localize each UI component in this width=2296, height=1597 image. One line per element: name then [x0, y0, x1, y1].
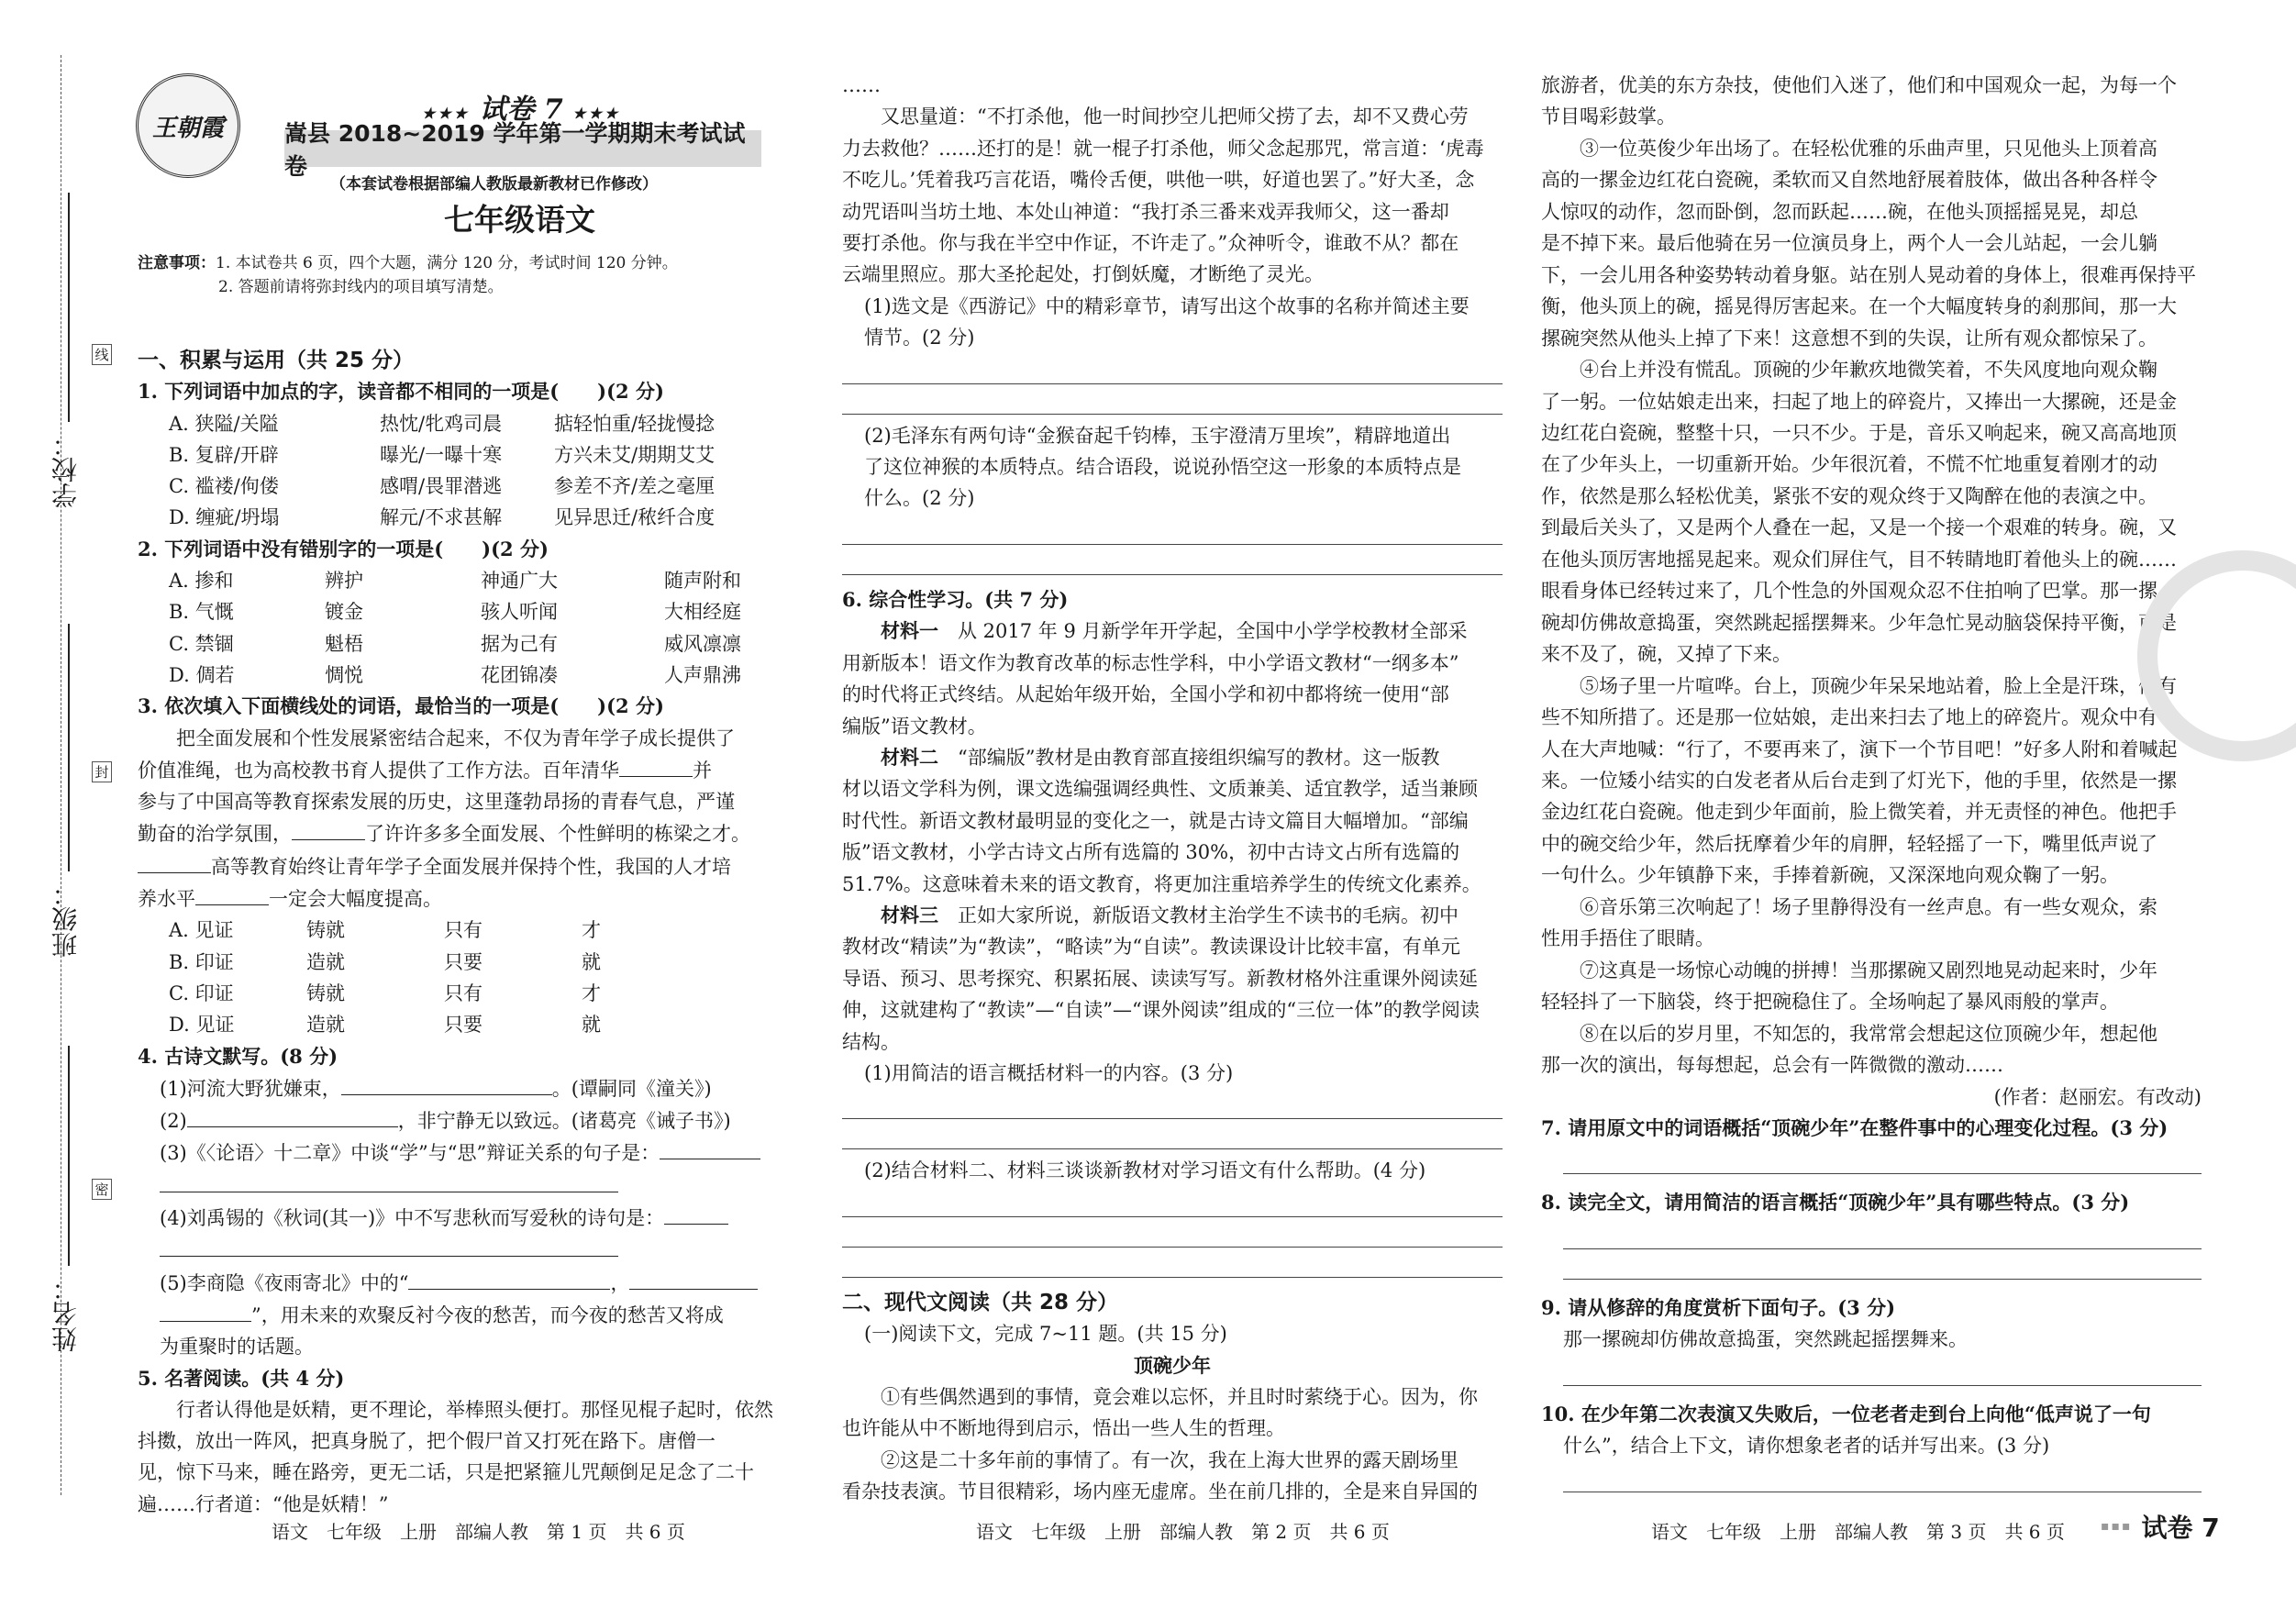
q4-blank-4b[interactable]: [160, 1234, 618, 1257]
section-heading: 一、积累与运用（共 25 分）: [138, 349, 415, 372]
q3-blank-2[interactable]: [292, 817, 365, 840]
notice: 注意事项：1. 本试卷共 6 页，四个大题，满分 120 分，考试时间 120 分钟。 2. 答题前请将弥封线内的项目填写清楚。: [138, 254, 678, 296]
answer-line[interactable]: [1563, 1462, 2202, 1492]
column-1: [138, 251, 798, 299]
paragraph-8: ⑧在以后的岁月里，不知怎的，我常常会想起这位顶碗少年，想起他 那一次的演出，每每想起，总会有一阵微微的激动……: [1541, 1022, 2157, 1077]
q2-options: A. 掺和 辨护 神通广大 随声附和 B. 气慨 镀金 骇人听闻 大相经庭 C. 禁锢 魁梧 据为己有 威风凛凛 D. 倜若 惆悦 花团锦凑 人声鼎沸: [169, 570, 741, 686]
q6-sub2: (2)结合材料二、材料三谈谈新教材对学习语文有什么帮助。(4 分): [864, 1159, 1426, 1182]
q4-blank-3b[interactable]: [160, 1170, 618, 1192]
q3-blank-4[interactable]: [195, 882, 269, 905]
question-1: 1. 下列词语中加点的字，读音都不相同的一项是( )(2 分): [138, 380, 664, 404]
seal-mark-seal: 封: [92, 761, 112, 782]
page-footer-1: 语文 七年级 上册 部编人教 第 1 页 共 6 页: [272, 1521, 685, 1543]
exam-title: 嵩县 2018~2019 学年第一学期期末考试试卷: [284, 130, 761, 167]
q3-options: A. 见证 铸就 只有 才 B. 印证 造就 只要 就 C. 印证 铸就 只有 才 D. 见证 造就 只要 就: [169, 919, 601, 1037]
publisher-logo: 王朝霞: [136, 73, 240, 178]
author-note: (作者：赵丽宏。有改动): [1993, 1085, 2202, 1108]
question-3: 3. 依次填入下面横线处的词语，最恰当的一项是( )(2 分): [138, 694, 664, 718]
answer-line[interactable]: [1563, 1219, 2202, 1249]
question-9: 9. 请从修辞的角度赏析下面句子。(3 分): [1541, 1295, 1896, 1319]
q4-blank-5b[interactable]: [629, 1267, 758, 1290]
page-footer-3: 语文 七年级 上册 部编人教 第 3 页 共 6 页: [1651, 1521, 2065, 1543]
question-6: 6. 综合性学习。(共 7 分): [842, 587, 1069, 611]
answer-line[interactable]: [842, 1187, 1503, 1217]
q5-sub2: (2)毛泽东有两句诗“金猴奋起千钧棒，玉宇澄清万里埃”，精辟地道出: [864, 424, 1451, 447]
class-field[interactable]: [68, 624, 70, 871]
answer-line[interactable]: [1563, 1356, 2202, 1386]
q3-blank-1[interactable]: [619, 754, 693, 777]
q4-blank-5a[interactable]: [408, 1267, 610, 1290]
q3-blank-3[interactable]: [138, 850, 211, 873]
q4-blank-3a[interactable]: [660, 1137, 760, 1159]
q1-options: A. 狭隘/关隘 热忱/牝鸡司晨 掂轻怕重/轻拢慢捻 B. 复辟/开辟 曝光/一曝十寒 方兴未艾/期期艾艾 C. 褴褛/佝偻 感喟/畏罪潜逃 参差不齐/差之毫厘 D. 缠疵/坍塌 解元/不求甚解 见异思迁/秾纤合度: [169, 412, 715, 529]
question-8: 8. 读完全文，请用简洁的语言概括“顶碗少年”具有哪些特点。(3 分): [1541, 1191, 2130, 1214]
q4-blank-1[interactable]: [341, 1072, 552, 1095]
answer-line[interactable]: [842, 515, 1503, 545]
answer-line[interactable]: [842, 354, 1503, 384]
column-1-body: 一、积累与运用（共 25 分） 1. 下列词语中加点的字，读音都不相同的一项是( )(2 分) A. 狭隘/关隘 热忱/牝鸡司晨 掂轻怕重/轻拢慢捻 B. 复辟/开辟 曝光/一曝十寒 方兴未艾/期期艾艾 C. 褴褛/佝偻 感喟/畏罪潜逃 参差不齐/差之毫厘 D. 缠疵/坍塌 解元/不求甚解 见异思迁/秾纤合度 2. 下列词语中没有错别字的一项是( )(2 分) A. 掺和 辨护 神通广大 随声附和 B. 气慨 镀金 骇人听闻 大相经庭 C. 禁锢 魁梧 据为己有 威风凛凛 D. 倜若 惆悦 花团锦凑 人声鼎沸 3. 依次填入下面横线处的词语，最恰当的一项是( )(2 分) 把全面发展和个性发展紧密结合起来，不仅为青年学子成长提供了 价值准绳，也为高校教书育人提供了工作方法。百年清华 并 参与了中国高等教育探索发展的历史，这里蓬勃昂扬的青春气息，严谨 勤奋的治学氛围， 了许许多多全面发展、个性鲜明的栋梁之才。 高等教育始终让青年学子全面发展并保持个性，我国的人才培 养水平 一定会大幅度提高。 A. 见证 铸就 只有 才 B. 印证 造就 只要 就 C. 印证 铸就 只有 才 D. 见证 造就 只要 就 4. 古诗文默写。(8 分) (1)河流大野犹嫌束， 。(谭嗣同《潼关》) (2) ，非宁静无以致远。(诸葛亮《诫子书》) (3)《〈论语〉十二章》中谈“学”与“思”辩证关系的句子是： (4)刘禹锡的《秋词(其一)》中不写悲秋而写爱秋的诗句是： (5)李商隐《夜雨寄北》中的“ ， ”，用未来的欢聚反衬今夜的愁苦，而今夜的愁苦又将成 为重聚时的话题。 5. 名著阅读。(共 4 分) 行者认得他是妖精，更不理论，举棒照头便打。那怪见棍子起时，依然 抖擞，放出一阵风，把真身脱了，把个假尸首又打死在路下。唐僧一 见，惊下马来，睡在路旁，更无二话，只是把紧箍儿咒颠倒足足念了二十 遍……行者道：“他是妖精！”: [138, 336, 807, 1520]
class-label: 班级：: [50, 881, 81, 958]
section-heading: 二、现代文阅读（共 28 分）: [842, 1290, 1119, 1314]
question-10: 10. 在少年第二次表演又失败后，一位老者走到台上向他“低声说了一句: [1541, 1402, 2151, 1425]
paragraph-7: ⑦这真是一场惊心动魄的拼搏！当那摞碗又剧烈地晃动起来时，少年 轻轻抖了一下脑袋，终于把碗稳住了。全场响起了暴风雨般的掌声。: [1541, 959, 2157, 1014]
question-5: 5. 名著阅读。(共 4 分): [138, 1366, 345, 1390]
seal-mark-line: 线: [92, 344, 112, 365]
paragraph-3: ③一位英俊少年出场了。在轻松优雅的乐曲声里，只见他头上顶着高 高的一摞金边红花白瓷碗，柔软而又自然地舒展着肢体，做出各种各样令 人惊叹的动作，忽而卧倒，忽而跃起……碗，在他头顶摇摇晃晃，却总 是不掉下来。最后他骑在另一位演员身上，两个人一会儿站起，一会儿躺 下，一会儿用各种姿势转动着身躯。站在别人晃动着的身体上，很难再保持平 衡，他头顶上的碗，摇晃得厉害起来。在一个大幅度转身的刹那间，那一大 摞碗突然从他头上掉了下来！这意想不到的失误，让所有观众都惊呆了。: [1541, 137, 2196, 349]
dot-decor: ▪▪▪: [2101, 1519, 2133, 1534]
answer-line[interactable]: [842, 1119, 1503, 1149]
q6-sub1: (1)用简洁的语言概括材料一的内容。(3 分): [864, 1061, 1234, 1084]
name-label: 姓名：: [50, 1275, 81, 1352]
answer-line[interactable]: [1563, 1144, 2202, 1174]
q5-sub1: (1)选文是《西游记》中的精彩章节，请写出这个故事的名称并简述主要: [864, 294, 1470, 317]
question-7: 7. 请用原文中的词语概括“顶碗少年”在整件事中的心理变化过程。(3 分): [1541, 1115, 2168, 1139]
paragraph-5: ⑤场子里一片喧哗。台上，顶碗少年呆呆地站着，脸上全是汗珠，他有 些不知所措了。还是那一位姑娘，走出来扫去了地上的碎瓷片。观众中有 人在大声地喊：“行了，不要再来了，演下一个节目吧！”好多人附和着喊起 来。一位矮小结实的白发老者从后台走到了灯光下，他的手里，依然是一摞 金边红花白瓷碗。他走到少年面前，脸上微笑着，并无责怪的神色。他把手 中的碗交给少年，然后抚摩着少年的肩胛，轻轻摇了一下，嘴里低声说了 一句什么。少年镇静下来，手捧着新碗，又深深地向观众鞠了一躬。: [1541, 674, 2178, 887]
page-footer-2: 语文 七年级 上册 部编人教 第 2 页 共 6 页: [976, 1521, 1390, 1543]
star-decor-right: ★★★: [572, 105, 621, 122]
answer-line[interactable]: [842, 1248, 1503, 1278]
column-2: …… 又思量道：“不打杀他，他一时间抄空儿把师父捞了去，却不又费心劳 力去救他？……还打的是！就一棍子打杀他，师父念起那咒，常言道：‘虎毒 不吃儿。’凭着我巧言花语，嘴伶舌便，哄他一哄，好道也罢了。”好大圣，念 动咒语叫当坊土地、本处山神道：“我打杀三番来戏弄我师父，这一番却 要打杀他。你与我在半空中作证，不许走了。”众神听令，谁敢不从？都在 云端里照应。那大圣抡起处，打倒妖魔，才断绝了灵光。 (1)选文是《西游记》中的精彩章节，请写出这个故事的名称并简述主要 情节。(2 分) (2)毛泽东有两句诗“金猴奋起千钧棒，玉宇澄清万里埃”，精辟地道出 了这位神猴的本质特点。结合语段，说说孙悟空这一形象的本质特点是 什么。(2 分) 6. 综合性学习。(共 7 分) 材料一 从 2017 年 9 月新学年开学起，全国中小学学校教材全部采 用新版本！语文作为教育改革的标志性学科，中小学语文教材“一纲多本” 的时代将正式终结。从起始年级开始，全国小学和初中都将统一使用“部 编版”语文教材。 材料二 “部编版”教材是由教育部直接组织编写的教材。这一版教 材以语文学科为例，课文选编强调经典性、文质兼美、适宜教学，适当兼顾 时代性。新语文教材最明显的变化之一，就是古诗文篇目大幅增加。“部编 版”语文教材，小学古诗文占所有选篇的 30%，初中古诗文占所有选篇的 51.7%。这意味着未来的语文教育，将更加注重培养学生的传统文化素养。 材料三 正如大家所说，新版语文教材主治学生不读书的毛病。初中 教材改“精读”为“教读”，“略读”为“自读”。教读课设计比较丰富，有单元 导语、预习、思考探究、积累拓展、读读写写。新教材格外注重课外阅读延 伸，这就建构了“教读”—“自读”—“课外阅读”组成的“三位一体”的教学阅读 结构。 (1)用简洁的语言概括材料一的内容。(3 分) (2)结合材料二、材料三谈谈新教材对学习语文有什么帮助。(4 分) 二、现代文阅读（共 28 分） (一)阅读下文，完成 7~11 题。(共 15 分) 顶碗少年 ①有些偶然遇到的事情，竟会难以忘怀，并且时时萦绕于心。因为，你 也许能从中不断地得到启示，悟出一些人生的哲理。 ②这是二十多年前的事情了。有一次，我在上海大世界的露天剧场里 看杂技表演。节目很精彩，场内座无虚席。坐在前几排的，全是来自异国的: [842, 70, 1503, 1508]
story-title: 顶碗少年: [1134, 1354, 1211, 1377]
answer-line[interactable]: [842, 1217, 1503, 1248]
school-label: 学校：: [50, 431, 81, 508]
q4-blank-4a[interactable]: [664, 1202, 728, 1225]
answer-line[interactable]: [842, 384, 1503, 415]
q4-blank-5c[interactable]: [160, 1299, 251, 1322]
seal-mark-secret: 密: [92, 1179, 112, 1200]
star-decor-left: ★★★: [422, 105, 471, 122]
answer-line[interactable]: [842, 545, 1503, 575]
question-2: 2. 下列词语中没有错别字的一项是( )(2 分): [138, 537, 549, 560]
exam-tag: ▪▪▪ 试卷 7: [2101, 1513, 2220, 1543]
name-field[interactable]: [68, 1046, 70, 1266]
q4-blank-2[interactable]: [187, 1104, 398, 1127]
exam-subtitle: （本套试卷根据部编人教版最新教材已作修改）: [330, 175, 658, 194]
column-3: 旅游者，优美的东方杂技，使他们入迷了，他们和中国观众一起，为每一个 节目喝彩鼓掌。 ③一位英俊少年出场了。在轻松优雅的乐曲声里，只见他头上顶着高 高的一摞金边红花白瓷碗，柔软而又自然地舒展着肢体，做出各种各样令 人惊叹的动作，忽而卧倒，忽而跃起……碗，在他头顶摇摇晃晃，却总 是不掉下来。最后他骑在另一位演员身上，两个人一会儿站起，一会儿躺 下，一会儿用各种姿势转动着身躯。站在别人晃动着的身体上，很难再保持平 衡，他头顶上的碗，摇晃得厉害起来。在一个大幅度转身的刹那间，那一大 摞碗突然从他头上掉了下来！这意想不到的失误，让所有观众都惊呆了。 ④台上并没有慌乱。顶碗的少年歉疚地微笑着，不失风度地向观众鞠 了一躬。一位姑娘走出来，扫起了地上的碎瓷片，又捧出一大摞碗，还是金 边红花白瓷碗，整整十只，一只不少。于是，音乐又响起来，碗又高高地顶 在了少年头上，一切重新开始。少年很沉着，不慌不忙地重复着刚才的动 作，依然是那么轻松优美，紧张不安的观众终于又陶醉在他的表演之中。 到最后关头了，又是两个人叠在一起，又是一个接一个艰难的转身。碗，又 在他头顶厉害地摇晃起来。观众们屏住气，目不转睛地盯着他头上的碗…… 眼看身体已经转过来了，几个性急的外国观众忍不住拍响了巴掌。那一摞 碗却仿佛故意捣蛋，突然跳起摇摆舞来。少年急忙晃动脑袋保持平衡，可是 来不及了，碗，又掉了下来。 ⑤场子里一片喧哗。台上，顶碗少年呆呆地站着，脸上全是汗珠，他有 些不知所措了。还是那一位姑娘，走出来扫去了地上的碎瓷片。观众中有 人在大声地喊：“行了，不要再来了，演下一个节目吧！”好多人附和着喊起 来。一位矮小结实的白发老者从后台走到了灯光下，他的手里，依然是一摞 金边红花白瓷碗。他走到少年面前，脸上微笑着，并无责怪的神色。他把手 中的碗交给少年，然后抚摩着少年的肩胛，轻轻摇了一下，嘴里低声说了 一句什么。少年镇静下来，手捧着新碗，又深深地向观众鞠了一躬。 ⑥音乐第三次响起了！场子里静得没有一丝声息。有一些女观众，索 性用手捂住了眼睛。 ⑦这真是一场惊心动魄的拼搏！当那摞碗又剧烈地晃动起来时，少年 轻轻抖了一下脑袋，终于把碗稳住了。全场响起了暴风雨般的掌声。 ⑧在以后的岁月里，不知怎的，我常常会想起这位顶碗少年，想起他 那一次的演出，每每想起，总会有一阵微微的激动…… (作者：赵丽宏。有改动) 7. 请用原文中的词语概括“顶碗少年”在整件事中的心理变化过程。(3 分) 8. 读完全文，请用简洁的语言概括“顶碗少年”具有哪些特点。(3 分) 9. 请从修辞的角度赏析下面句子。(3 分) 那一摞碗却仿佛故意捣蛋，突然跳起摇摆舞来。 10. 在少年第二次表演又失败后，一位老者走到台上向他“低声说了一句 什么”，结合上下文，请你想象老者的话并写出来。(3 分): [1541, 70, 2202, 1492]
subject-title: 七年级语文: [444, 202, 595, 238]
answer-line[interactable]: [842, 1089, 1503, 1119]
paragraph-6: ⑥音乐第三次响起了！场子里静得没有一丝声息。有一些女观众，索 性用手捂住了眼睛。: [1541, 895, 2157, 950]
paragraph-4: ④台上并没有慌乱。顶碗的少年歉疚地微笑着，不失风度地向观众鞠 了一躬。一位姑娘走出来，扫起了地上的碎瓷片，又捧出一大摞碗，还是金 边红花白瓷碗，整整十只，一只不少。于是，音乐又响起来，碗又高高地顶 在了少年头上，一切重新开始。少年很沉着，不慌不忙地重复着刚才的动 作，依然是那么轻松优美，紧张不安的观众终于又陶醉在他的表演之中。 到最后关头了，又是两个人叠在一起，又是一个接一个艰难的转身。碗，又 在他头顶厉害地摇晃起来。观众们屏住气，目不转睛地盯着他头上的碗…… 眼看身体已经转过来了，几个性急的外国观众忍不住拍响了巴掌。那一摞 碗却仿佛故意捣蛋，突然跳起摇摆舞来。少年急忙晃动脑袋保持平衡，可是 来不及了，碗，又掉了下来。: [1541, 359, 2177, 666]
exam-number: ★★★ 试卷 7 ★★★: [422, 94, 621, 126]
answer-line[interactable]: [1563, 1249, 2202, 1280]
school-field[interactable]: [68, 193, 70, 422]
question-4: 4. 古诗文默写。(8 分): [138, 1044, 338, 1068]
